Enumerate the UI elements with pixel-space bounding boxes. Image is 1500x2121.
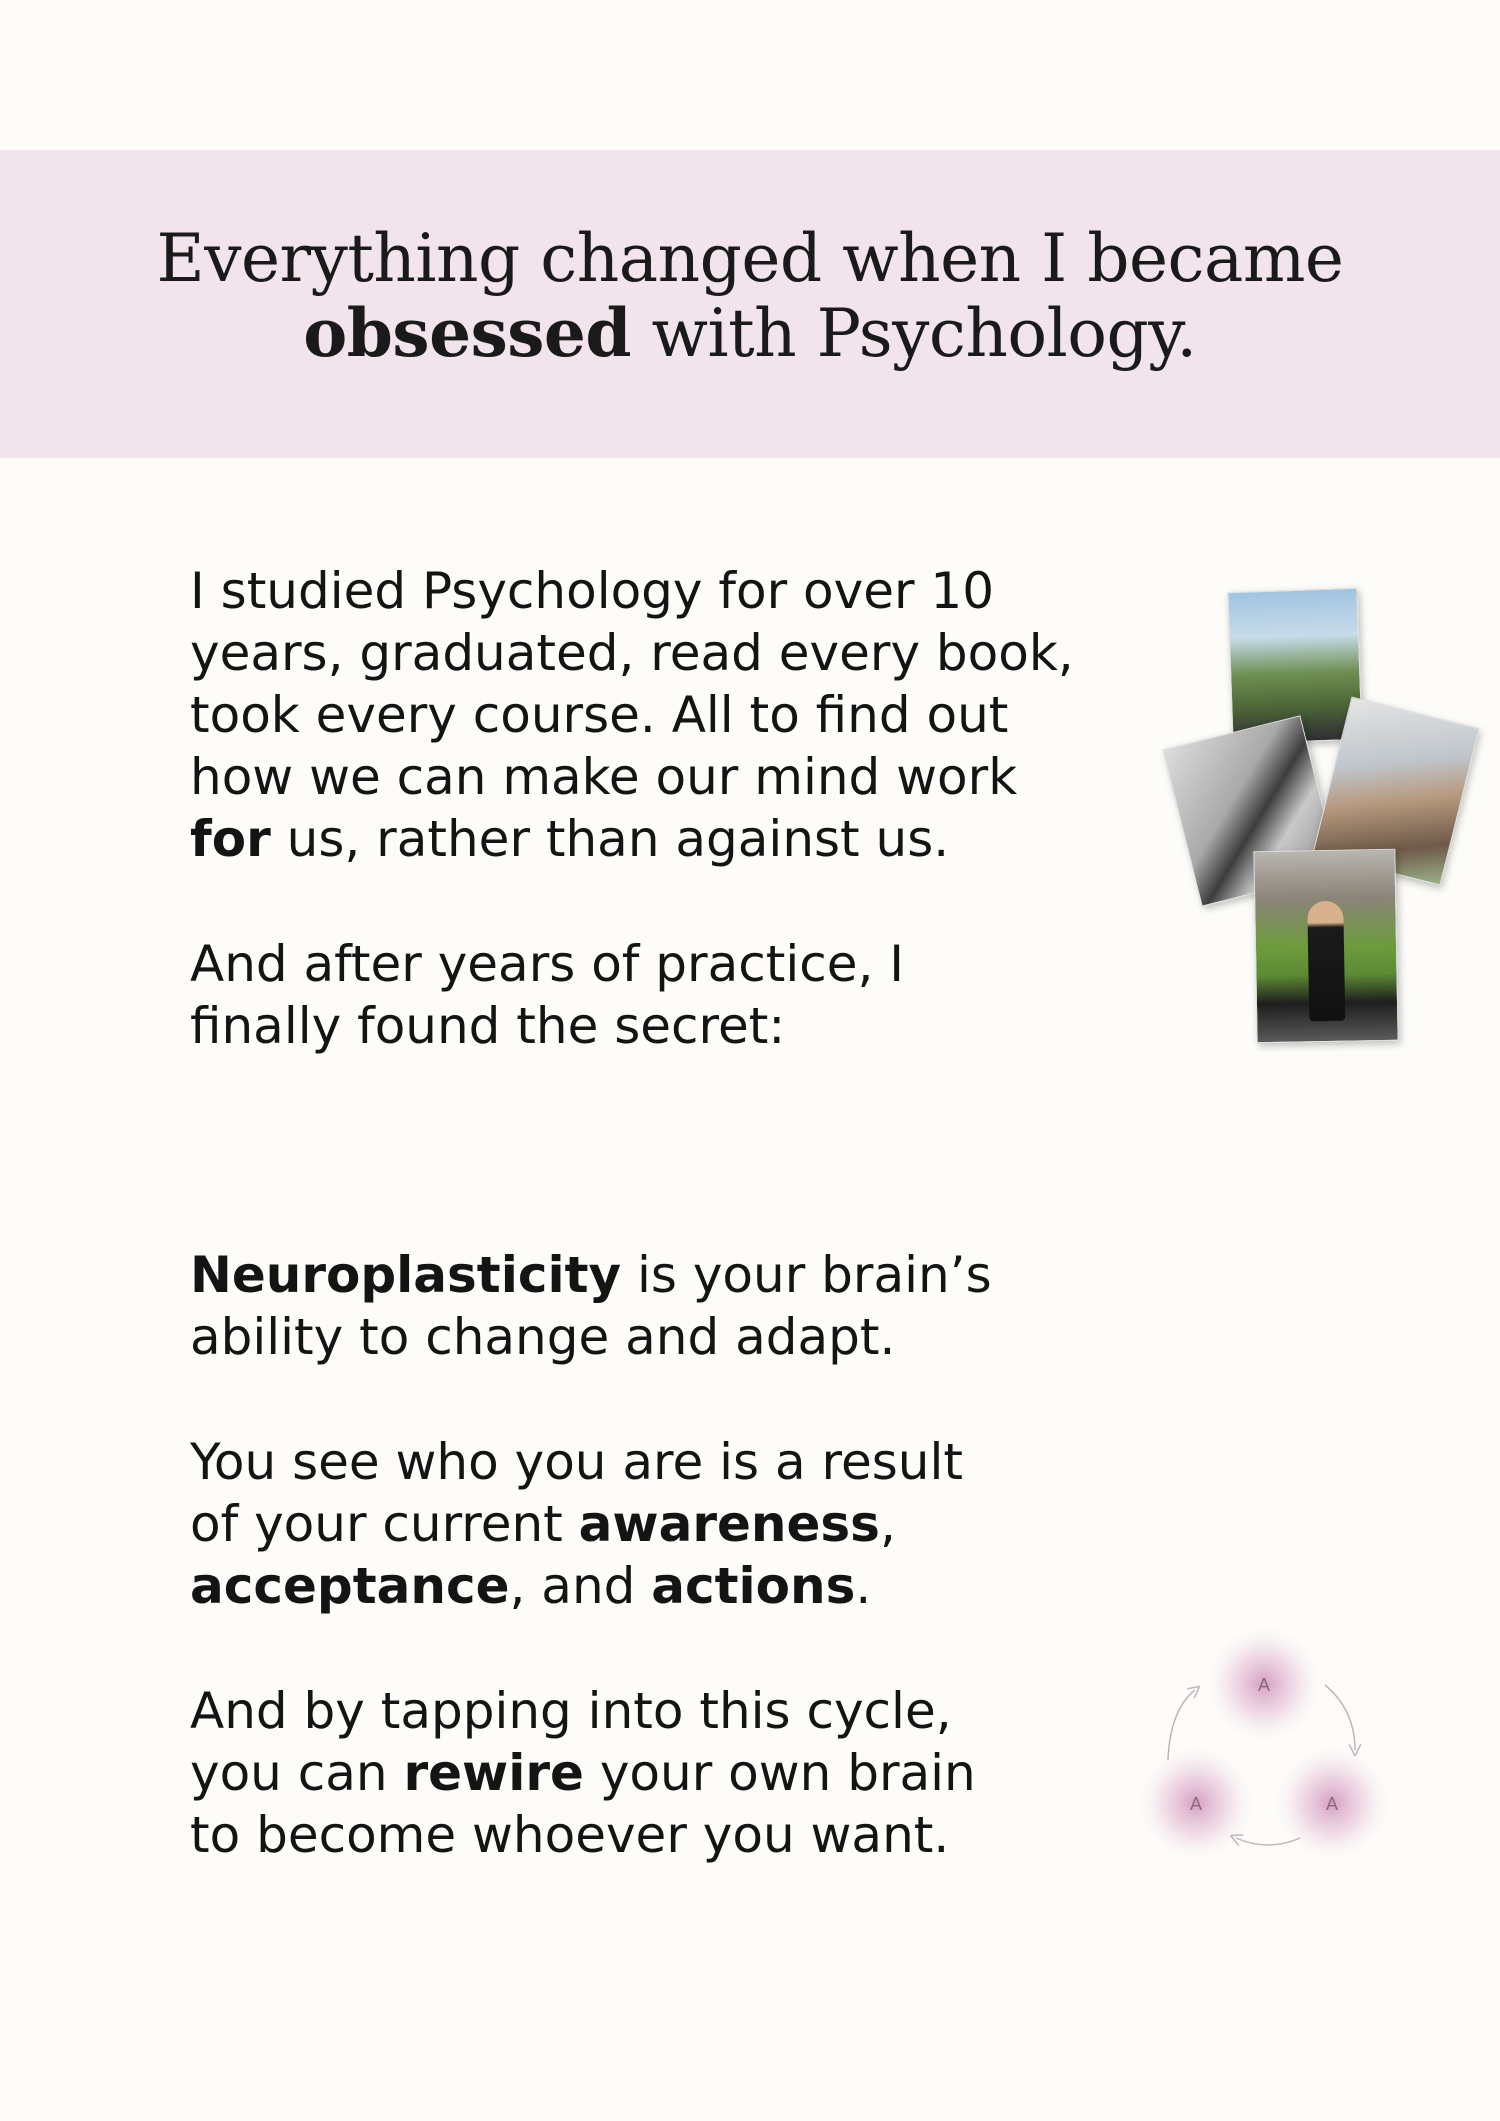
secret-paragraph	[190, 933, 904, 1057]
rewire-line: And by tapping into this cycle,	[190, 1682, 952, 1740]
neuro-line: ability to change and adapt.	[190, 1308, 896, 1366]
awareness-line: , and	[509, 1557, 652, 1615]
cycle-node-label: A	[1257, 1675, 1271, 1695]
neuroplasticity-term: Neuroplasticity	[190, 1246, 622, 1304]
intro-line: I studied Psychology for over 10	[190, 562, 995, 620]
secret-line: finally found the secret:	[190, 997, 786, 1055]
neuroplasticity-paragraph	[190, 1244, 992, 1368]
cycle-node-label: A	[1325, 1794, 1339, 1814]
awareness-word: awareness	[578, 1495, 880, 1553]
intro-emphasis: for	[190, 810, 271, 868]
intro-paragraph	[190, 560, 1074, 870]
neuro-line: is your brain’s	[621, 1246, 992, 1304]
intro-line: us, rather than against us.	[270, 810, 950, 868]
photo-collage	[1160, 580, 1490, 1070]
secret-line: And after years of practice, I	[190, 935, 904, 993]
rewire-paragraph	[190, 1680, 976, 1866]
headline-line-1: Everything changed when I became	[156, 220, 1344, 297]
intro-line: took every course. All to find out	[190, 686, 1009, 744]
awareness-paragraph	[190, 1431, 963, 1617]
cycle-arrow	[1325, 1685, 1355, 1750]
acceptance-word: acceptance	[190, 1557, 510, 1615]
headline-emphasis: obsessed	[303, 294, 632, 372]
awareness-line: of your current	[190, 1495, 579, 1553]
rewire-word: rewire	[403, 1744, 584, 1802]
cycle-node-label: A	[1189, 1794, 1203, 1814]
cycle-svg	[1140, 1600, 1400, 1840]
intro-line: years, graduated, read every book,	[190, 624, 1074, 682]
three-a-cycle-diagram	[1140, 1600, 1400, 1840]
page-headline	[0, 222, 1500, 371]
headline-line-2-rest: with Psychology.	[631, 295, 1197, 372]
graduation-photo	[1253, 849, 1398, 1043]
awareness-punct: ,	[879, 1495, 896, 1553]
awareness-punct: .	[855, 1557, 872, 1615]
intro-line: how we can make our mind work	[190, 748, 1018, 806]
rewire-line: you can	[190, 1744, 404, 1802]
actions-word: actions	[651, 1557, 856, 1615]
rewire-line: to become whoever you want.	[190, 1806, 950, 1864]
awareness-line: You see who you are is a result	[190, 1433, 963, 1491]
rewire-line: your own brain	[583, 1744, 976, 1802]
